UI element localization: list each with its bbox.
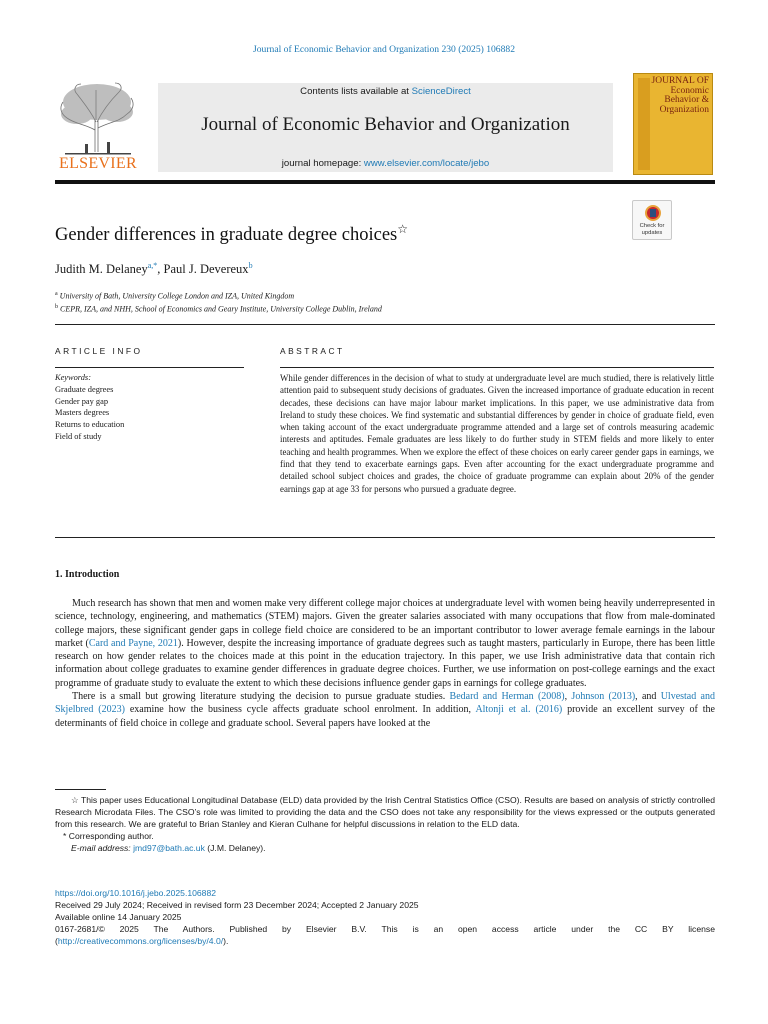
citation-link[interactable]: Altonji et al. (2016)	[475, 704, 563, 716]
journal-info-box	[158, 83, 613, 172]
keywords-label: Keywords:	[55, 373, 91, 382]
keyword-item: Field of study	[55, 431, 102, 441]
footnote-email: E-mail address: jmd97@bath.ac.uk (J.M. Delaney).	[71, 843, 266, 853]
keyword-item: Returns to education	[55, 420, 125, 430]
elsevier-logo[interactable]: ELSEVIER	[55, 80, 141, 176]
keywords-list	[55, 372, 124, 443]
author-name[interactable]: Judith M. Delaney	[55, 262, 148, 277]
article-title: Gender differences in graduate degree choices☆	[55, 222, 409, 246]
affiliation-divider	[55, 324, 715, 325]
keyword-item: Masters degrees	[55, 408, 110, 418]
abstract-heading: ABSTRACT	[280, 346, 345, 356]
homepage-line: journal homepage: www.elsevier.com/locate/jebo	[281, 158, 490, 169]
doi-link[interactable]: https://doi.org/10.1016/j.jebo.2025.106882	[55, 888, 217, 898]
check-updates-label: Check for updates	[639, 223, 665, 236]
affiliations	[55, 289, 382, 316]
title-footnote-mark[interactable]: ☆	[397, 222, 409, 236]
homepage-link[interactable]: www.elsevier.com/locate/jebo	[363, 158, 490, 169]
license-link[interactable]: http://creativecommons.org/licenses/by/4.0/	[57, 936, 224, 946]
email-link[interactable]: jmd97@bath.ac.uk	[133, 843, 205, 853]
article-info-rule	[55, 367, 244, 368]
contents-line: Contents lists available at ScienceDirect	[300, 86, 471, 97]
footnotes	[55, 794, 715, 854]
elsevier-tree-icon	[55, 80, 141, 156]
license-line: (http://creativecommons.org/licenses/by/4.0/).	[55, 936, 229, 946]
cover-strip	[638, 78, 650, 170]
affiliation-item: $^a$ University of Bath, University College London and IZA, United Kingdom	[55, 291, 295, 301]
keyword-item: Gender pay gap	[55, 396, 109, 406]
introduction-body	[55, 597, 715, 730]
header-divider	[55, 180, 715, 184]
affiliation-item: $^b$ CEPR, IZA, and NHH, School of Economics and Geary Institute, University College Dublin, Ireland	[55, 304, 382, 314]
author-affiliation-mark[interactable]: b	[248, 261, 253, 270]
section-heading-introduction: 1. Introduction	[55, 569, 120, 580]
journal-reference[interactable]: Journal of Economic Behavior and Organization 230 (2025) 106882	[253, 44, 515, 55]
check-for-updates-badge[interactable]	[632, 200, 672, 240]
footnote-divider	[55, 789, 106, 790]
received-dates: Received 29 July 2024; Received in revised form 23 December 2024; Accepted 2 January 2025	[55, 900, 419, 910]
article-info-heading: ARTICLE INFO	[55, 346, 143, 356]
abstract-divider	[55, 537, 715, 538]
citation-link[interactable]: Bedard and Herman (2008)	[449, 691, 565, 703]
citation-link[interactable]: Johnson (2013)	[571, 691, 636, 703]
abstract-text: While gender differences in the decision of what to study at undergraduate level are much studied, there is relatively little attention paid to subsequent study decisions of graduates. Given the increased importance of graduate education in recent decades, these decisions can have major labour market implications. In this paper, we use administrative data from Ireland to study these choices. We find systematic and substantial differences by gender in choice of graduate field, even when taking account of the exact undergraduate programme attended and a large set of controls measuring academic interests and aptitudes. Female graduates are less likely to do further study in STEM fields and more likely to enter teaching and health programmes. When we explore the effect of these choices on early career gender gaps in earnings, we find that they tend to exacerbate earnings gaps. Even after accounting for the exact undergraduate programme and detailed school subject choices and grades, the choice of graduate programme can explain about 20% of the gender earnings gap at age 33 for persons who pursued a graduate degree.	[280, 373, 714, 494]
journal-cover-thumbnail[interactable]	[633, 73, 713, 175]
license-text: 0167-2681/© 2025 The Authors. Published by Elsevier B.V. This is an open access article under the CC BY license	[55, 924, 715, 934]
sciencedirect-link[interactable]: ScienceDirect	[411, 86, 471, 97]
citation-link[interactable]: Ulvestad and Skjelbred (2023)	[55, 691, 715, 716]
paragraph: There is a small but growing literature studying the decision to pursue graduate studies. Bedard and Herman (2008), Johnson (2013), and Ulvestad and Skjelbred (2023) examine how the business cycle affects graduate school enrolment. In addition, Altonji et al. (2016) provide an excellent survey of the determinants of field choice in college and graduate school. Several papers have looked at the	[55, 691, 715, 729]
citation-link[interactable]: Card and Payne, 2021	[88, 637, 178, 649]
footnote-corresponding: * Corresponding author.	[63, 831, 154, 841]
abstract-rule	[280, 367, 714, 368]
available-online: Available online 14 January 2025	[55, 912, 182, 922]
author-affiliation-mark[interactable]: a,*	[147, 261, 158, 270]
keyword-item: Graduate degrees	[55, 384, 114, 394]
bookmark-ribbon-icon	[650, 209, 656, 217]
paragraph: Much research has shown that men and women make very different college major choices at undergraduate level with women being heavily underrepresented in science, technology, engineering, and mathematics (STEM) majors. Given the greater salaries associated with many occupations that flow from male-dominated college majors, these significant gender gaps in college field choice are considered to be an important contributor to lower average female earnings in the labour market (Card and Payne, 2021). However, despite the increasing importance of graduate degrees such as taught masters, particularly in Europe, there has been little research on how gender relates to the choices made at this point in the education trajectory. In this paper, we use Irish administrative data that contain rich information about college graduates to examine gender differences in graduate degree choices. Further, we use information on post-college earnings and the exact programme of graduate study to evaluate the extent to which these decisions influence gender gaps in earnings for college graduates.	[55, 598, 715, 689]
publication-info	[55, 887, 715, 947]
author-list: Judith M. Delaney$^{a,*}$, Paul J. Devereux$^b$	[55, 261, 253, 277]
author-name[interactable]: Paul J. Devereux	[163, 262, 249, 277]
footnote-funding: ☆ This paper uses Educational Longitudinal Database (ELD) data provided by the Irish Central Statistics Office (CSO). Results are based on analysis of strictly controlled Research Microdata Files. The CSO’s role was limited to providing the data and the CSO does not take any responsibility for the views expressed or the outputs generated from this research. We are grateful to Brian Stanley and Kieran Culhane for helpful discussions in relation to the ELD data.	[55, 795, 715, 829]
journal-title: Journal of Economic Behavior and Organization	[201, 114, 570, 135]
cover-title: JOURNAL OF Economic Behavior & Organization	[651, 76, 709, 115]
journal-header	[55, 76, 715, 176]
